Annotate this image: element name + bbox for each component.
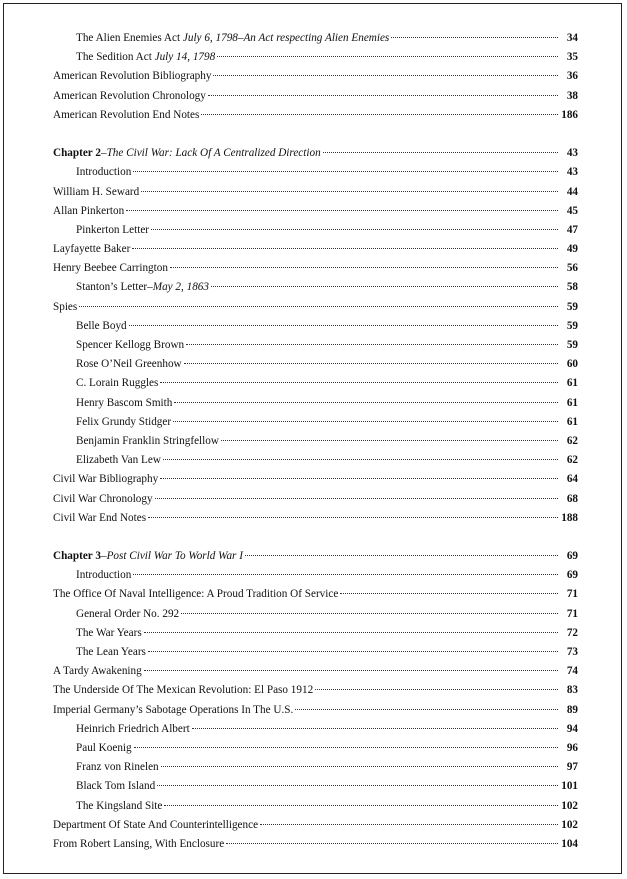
toc-entry-title-part: The Underside Of The Mexican Revolution: El Paso 1912 [53,684,314,697]
dot-leader [211,286,558,287]
toc-entry-title-part: May 2, 1863 [152,281,209,294]
toc-entry [53,317,578,336]
dot-leader [391,37,558,38]
toc-entry-title [76,566,131,585]
dot-leader [129,325,558,326]
toc-entry-title [53,240,130,259]
dot-leader [160,478,558,479]
dot-leader [134,747,558,748]
dot-leader [144,670,558,671]
toc-entry-page-number: 45 [566,204,578,217]
dot-leader [208,95,558,96]
dot-leader [213,75,558,76]
toc-entry [53,835,578,854]
toc-entry-title [76,48,215,67]
toc-entry [53,681,578,700]
toc-entry [53,336,578,355]
toc-entry [53,355,578,374]
page-frame [3,3,622,874]
dot-leader [157,785,558,786]
toc-entry-page-number: 96 [566,741,578,754]
toc-entry-title-part: Civil War End Notes [53,511,147,524]
dot-leader [315,689,558,690]
toc-entry-title-part: Allan Pinkerton [53,204,125,217]
toc-entry-title-part: Introduction [76,166,132,179]
toc-entry [53,816,578,835]
toc-entry-title-part: The Lean Years [76,646,146,658]
toc-entry-page-number: 73 [566,646,578,658]
toc-entry-title [76,720,190,739]
toc-entry-page-number: 102 [561,818,578,831]
toc-entry [53,758,578,777]
dot-leader [181,613,558,614]
toc-entry-title [76,163,131,182]
toc-entry [53,259,578,278]
dot-leader [151,229,558,230]
toc-entry [53,490,578,509]
toc-entry [53,374,578,393]
toc-entry-title [76,317,127,336]
dot-leader [155,498,558,499]
dot-leader [161,766,558,767]
toc-entry-page-number: 35 [566,51,578,64]
dot-leader [144,632,558,633]
toc-entry-page-number: 44 [566,185,578,198]
toc-entry-title [76,777,155,796]
toc-entry-title-part: July 6, 1798–An Act respecting Alien Enemies [182,32,390,44]
toc-entry-page-number: 34 [566,32,578,44]
toc-entry-page-number: 71 [566,607,578,620]
toc-entry [53,566,578,585]
toc-entry-title [53,259,168,278]
toc-entry-title-part: Black Tom Island [76,780,156,793]
toc-entry-title-part: Felix Grundy Stidger [76,415,172,428]
toc-entry [53,643,578,662]
toc-entry-title-part: The Sedition Act [76,51,155,64]
toc-entry [53,183,578,202]
toc-entry-title-part: Chapter 2 [53,147,101,160]
toc-entry-page-number: 69 [566,569,578,582]
toc-entry-page-number: 101 [561,780,578,793]
section-spacer [53,125,578,144]
toc-entry [53,202,578,221]
toc-entry [53,720,578,739]
toc-entry-page-number: 49 [566,243,578,256]
toc-entry [53,144,578,163]
toc-entry-title-part: From Robert Lansing, With Enclosure [53,837,225,850]
toc-entry-title-part: General Order No. 292 [76,607,180,620]
toc-entry-page-number: 59 [566,339,578,351]
toc-entry-page-number: 62 [566,434,578,447]
toc-entry-page-number: 36 [566,70,578,83]
dot-leader [126,210,558,211]
section-spacer [53,528,578,547]
dot-leader [192,728,558,729]
toc-entry-page-number: 97 [566,761,578,774]
toc-entry [53,87,578,106]
toc-entry [53,739,578,758]
toc-entry [53,29,578,48]
toc-entry [53,470,578,489]
toc-entry-page-number: 59 [566,319,578,332]
toc-entry-title [76,605,179,624]
toc-entry [53,451,578,470]
toc-entry [53,394,578,413]
toc-entry-title [76,432,219,451]
toc-entry-title [76,374,158,393]
toc-entry-title-part: Henry Beebee Carrington [53,262,168,275]
toc-entry [53,797,578,816]
toc-entry-page-number: 71 [566,588,578,601]
toc-entry-title-part: Elizabeth Van Lew [76,454,161,467]
toc-entry-page-number: 59 [566,300,578,313]
dot-leader [148,517,558,518]
toc-entry-title [53,816,258,835]
toc-entry-page-number: 68 [566,492,578,505]
toc-entry [53,413,578,432]
toc-entry-page-number: 61 [566,377,578,390]
toc-entry-title [76,394,172,413]
toc-entry-title [76,739,132,758]
toc-entry-title-part: A Tardy Awakening [53,665,142,678]
dot-leader [201,114,558,115]
toc-entry-title-part: Introduction [76,569,132,582]
toc-entry-page-number: 61 [566,415,578,428]
toc-entry-page-number: 186 [561,108,578,121]
dot-leader [160,382,558,383]
table-of-contents [53,29,578,854]
toc-entry-title [53,547,243,566]
toc-entry-title-part: Henry Bascom Smith [76,396,173,409]
toc-entry-title-part: Franz von Rinelen [76,761,159,774]
toc-entry-page-number: 43 [566,166,578,179]
toc-entry-title [76,336,184,355]
toc-entry [53,221,578,240]
toc-entry-page-number: 94 [566,722,578,735]
toc-entry-title [76,413,171,432]
dot-leader [79,306,558,307]
toc-entry [53,585,578,604]
toc-entry-title [53,106,199,125]
toc-entry-page-number: 89 [566,703,578,716]
dot-leader [173,421,558,422]
toc-entry-title [53,298,77,317]
toc-entry-title [53,144,321,163]
toc-entry-title [76,758,159,777]
toc-entry-title [53,509,146,528]
toc-entry-title [76,451,161,470]
toc-entry-title-part: Civil War Chronology [53,492,153,505]
dot-leader [148,651,558,652]
dot-leader [184,363,558,364]
toc-entry-title-part: Heinrich Friedrich Albert [76,722,190,735]
toc-entry-page-number: 58 [566,281,578,294]
toc-entry [53,605,578,624]
toc-entry-title [53,585,338,604]
toc-entry-title [53,67,211,86]
toc-entry-title-part: Pinkerton Letter [76,223,150,236]
dot-leader [132,248,558,249]
toc-entry-title-part: The Alien Enemies Act [76,32,183,44]
toc-entry-title-part: American Revolution Bibliography [53,70,212,83]
toc-entry-page-number: 62 [566,454,578,467]
toc-entry-title [53,681,313,700]
dot-leader [226,843,558,844]
toc-entry-title-part: Department Of State And Counterintelligence [53,818,259,831]
toc-entry [53,298,578,317]
toc-entry [53,701,578,720]
toc-entry-page-number: 72 [566,626,578,639]
dot-leader [174,402,558,403]
toc-entry-page-number: 47 [566,223,578,236]
toc-entry-title-part: Rose O’Neil Greenhow [76,358,182,371]
toc-entry [53,662,578,681]
toc-entry-title [76,355,182,374]
toc-entry [53,432,578,451]
toc-entry-title [53,470,158,489]
toc-entry-title [76,278,209,297]
toc-entry-title-part: The Kingsland Site [76,799,163,812]
toc-entry-title-part: C. Lorain Ruggles [76,377,159,390]
toc-entry-page-number: 104 [561,837,578,850]
dot-leader [323,152,558,153]
toc-entry [53,67,578,86]
toc-entry-title-part: –Post Civil War To World War I [100,550,243,563]
toc-entry-title [76,29,389,48]
toc-entry-title [53,87,206,106]
toc-entry-title-part: Chapter 3 [53,550,101,563]
toc-entry-title-part: The Office Of Naval Intelligence: A Proud Tradition Of Service [53,588,339,601]
dot-leader [133,574,558,575]
dot-leader [221,440,558,441]
toc-entry-title [53,183,139,202]
toc-entry [53,106,578,125]
dot-leader [295,709,558,710]
toc-entry-title [53,490,153,509]
toc-entry-title-part: Paul Koenig [76,741,132,754]
toc-entry-title-part: William H. Seward [53,185,140,198]
dot-leader [133,171,558,172]
toc-entry-title-part: July 14, 1798 [154,51,216,64]
toc-entry-title [53,662,142,681]
toc-entry-page-number: 38 [566,89,578,102]
toc-entry-title [53,701,293,720]
dot-leader [141,191,558,192]
dot-leader [217,56,558,57]
toc-entry-title [53,202,124,221]
toc-entry [53,48,578,67]
toc-entry-title-part: –The Civil War: Lack Of A Centralized Direction [100,147,321,160]
toc-entry-title-part: Civil War Bibliography [53,473,159,486]
toc-entry-title-part: Benjamin Franklin Stringfellow [76,434,219,447]
dot-leader [260,824,558,825]
toc-entry [53,624,578,643]
toc-entry-title [76,797,162,816]
toc-entry-page-number: 61 [566,396,578,409]
dot-leader [245,555,558,556]
toc-entry-title [76,643,146,662]
toc-entry-title-part: American Revolution Chronology [53,89,206,102]
dot-leader [163,459,558,460]
toc-entry-page-number: 69 [566,550,578,563]
toc-entry [53,547,578,566]
dot-leader [186,344,558,345]
toc-entry-page-number: 188 [561,511,578,524]
toc-entry-page-number: 102 [561,799,578,812]
toc-entry-title-part: Spies [53,300,78,313]
toc-entry-title [76,221,149,240]
toc-entry [53,240,578,259]
dot-leader [340,593,558,594]
toc-entry-title-part: Stanton’s Letter– [76,281,153,294]
toc-entry [53,777,578,796]
toc-entry [53,163,578,182]
toc-entry-page-number: 60 [566,358,578,371]
toc-entry-title-part: Spencer Kellogg Brown [76,339,185,351]
toc-entry-title [53,835,224,854]
toc-entry [53,509,578,528]
toc-entry-page-number: 64 [566,473,578,486]
toc-entry-title-part: Imperial Germany’s Sabotage Operations In The U.S. [53,703,294,716]
dot-leader [170,267,558,268]
toc-entry-page-number: 43 [566,147,578,160]
dot-leader [164,805,558,806]
toc-entry [53,278,578,297]
toc-entry-page-number: 74 [566,665,578,678]
toc-entry-page-number: 56 [566,262,578,275]
toc-entry-title [76,624,142,643]
toc-entry-page-number: 83 [566,684,578,697]
toc-entry-title-part: The War Years [76,626,142,639]
toc-entry-title-part: Belle Boyd [76,319,127,332]
toc-entry-title-part: Layfayette Baker [53,243,131,256]
toc-entry-title-part: American Revolution End Notes [53,108,200,121]
